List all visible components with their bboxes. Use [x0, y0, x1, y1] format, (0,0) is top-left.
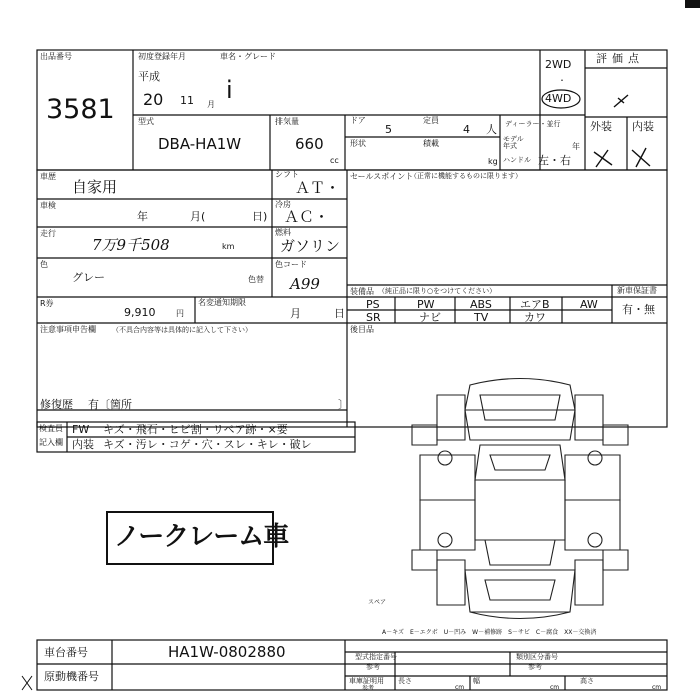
equip-leather: カワ	[524, 311, 546, 324]
drive-2wd: 2WD	[545, 58, 572, 71]
height-unit: cm	[652, 684, 662, 691]
inspection-day-unit: 日)	[252, 210, 268, 223]
mileage-label: 走行	[40, 229, 56, 238]
category-ref: 参考	[528, 663, 542, 671]
middle-block-frame	[37, 170, 667, 427]
exterior-label: 外装	[590, 120, 612, 133]
warranty-label: 新車保証書	[617, 286, 657, 295]
width-unit: cm	[550, 684, 560, 691]
repair-value: 有〔箇所	[88, 398, 132, 411]
sales-point-label: セールスポイント	[350, 172, 414, 181]
model-year-unit: 年	[572, 142, 580, 151]
model-code-value: DBA-HA1W	[158, 135, 242, 153]
dealer-label: ディーラー・並行	[505, 120, 561, 128]
equipment-note: （純正品に限り○をつけてください）	[378, 287, 497, 295]
inspection-month-unit: 月(	[190, 210, 206, 223]
equip-abs: ABS	[470, 298, 492, 311]
lot-label: 出品番号	[40, 52, 72, 61]
height-label: 高さ	[580, 677, 594, 685]
aircon-value: ＡＣ・	[284, 208, 330, 226]
category-label: 類別区分番号	[516, 653, 558, 661]
registration-month-unit: 月	[207, 100, 215, 109]
name-change-month: 月	[290, 307, 301, 320]
inspection-label: 車検	[40, 201, 56, 210]
drive-4wd: 4WD	[545, 92, 572, 105]
notes-label: 注意事項申告欄	[40, 325, 96, 334]
chassis-value: HA1W-0802880	[168, 643, 286, 661]
color-code-value: A99	[290, 275, 320, 293]
capacity-unit: 人	[486, 123, 497, 136]
equipment-label: 装備品	[350, 287, 374, 296]
length-unit: cm	[455, 684, 465, 691]
engine-label: 原動機番号	[44, 670, 99, 683]
capacity-value: 4	[463, 123, 470, 136]
color-code-label: 色コード	[275, 260, 307, 269]
equip-navi: ナビ	[419, 311, 441, 324]
damage-legend: A－キズ E－エクボ U－凹み W－補修跡 S－サビ C－腐食 XX－交換済	[382, 629, 597, 636]
capacity-label: 定員	[423, 116, 439, 125]
color-value: グレー	[72, 271, 105, 284]
checklist-int-label: 内装	[72, 438, 94, 451]
shift-label: シフト	[275, 170, 299, 179]
recycle-value: 9,910	[124, 306, 156, 319]
mileage-value: 7万9千508	[92, 236, 170, 254]
drive-dot: ・	[558, 76, 566, 85]
cross-mark	[22, 676, 32, 690]
equip-pw: PW	[417, 298, 435, 311]
handle-value: 左・右	[538, 154, 571, 167]
interior-label: 内装	[632, 120, 654, 133]
checklist-label-top: 検査員	[39, 424, 63, 433]
history-label: 車歴	[40, 172, 56, 181]
checklist-fw-label: FW	[72, 423, 90, 436]
color-label: 色	[40, 260, 48, 269]
color-change-label: 色替	[248, 275, 264, 284]
displacement-unit: cc	[330, 156, 339, 165]
registration-era: 平成	[138, 70, 160, 83]
chassis-label: 車台番号	[44, 646, 88, 659]
recycle-label: R券	[40, 299, 54, 308]
shape-label: 形状	[350, 139, 366, 148]
corner-mark	[685, 0, 700, 8]
checklist-int-items: キズ・汚レ・コゲ・穴・スレ・キレ・破レ	[103, 438, 312, 451]
history-value: 自家用	[72, 178, 118, 196]
registration-month: 11	[180, 94, 194, 107]
specified-label: 型式指定番号	[355, 653, 397, 661]
equip-sr: SR	[366, 311, 381, 324]
top-block-frame	[37, 50, 667, 170]
lot-number: 3581	[46, 94, 115, 125]
certificate-label: 車庫証明用	[349, 677, 384, 685]
specified-ref: 参考	[366, 663, 380, 671]
handle-label: ハンドル	[503, 156, 531, 164]
load-unit: kg	[488, 157, 498, 166]
checklist-fw-items: キズ・飛石・ヒビ割・リペア跡・×要	[103, 423, 288, 436]
spare-label: スペア	[368, 599, 387, 606]
no-claim-stamp: ノークレーム車	[114, 522, 289, 552]
fuel-value: ガソリン	[280, 237, 341, 255]
registration-label: 初度登録年月	[138, 52, 186, 61]
inspection-year-unit: 年	[137, 210, 148, 223]
name-change-label: 名変通知期限	[198, 298, 246, 307]
certificate-ref: 参考	[362, 685, 375, 692]
load-label: 積載	[423, 139, 439, 148]
model-name-label: 車名・グレード	[220, 52, 276, 61]
notes-sub: （不具合内容等は具体的に記入して下さい）	[112, 326, 252, 334]
checklist-label-bottom: 記入欄	[39, 438, 63, 447]
shift-value: ＡＴ・	[295, 179, 341, 197]
warranty-value: 有・無	[622, 303, 655, 316]
displacement-label: 排気量	[275, 117, 299, 126]
equip-aw: AW	[580, 298, 598, 311]
name-change-day: 日	[334, 307, 345, 320]
equip-ps: PS	[366, 298, 380, 311]
repair-close: 〕	[338, 398, 349, 411]
doors-value: 5	[385, 123, 392, 136]
after-market-label: 後目品	[350, 325, 374, 334]
car-diagram	[412, 379, 628, 619]
aircon-label: 冷房	[275, 200, 291, 209]
equip-airbag: エアB	[520, 298, 550, 311]
model-year-label: モデル 年式	[503, 135, 524, 150]
registration-year: 20	[143, 90, 164, 109]
length-label: 長さ	[398, 677, 412, 685]
fuel-label: 燃料	[275, 228, 291, 237]
mileage-unit: km	[222, 242, 235, 251]
repair-label: 修復歴	[40, 398, 73, 411]
displacement-value: 660	[295, 135, 324, 153]
sales-point-note: （正常に機能するものに限ります）	[410, 172, 522, 180]
doors-label: ドア	[350, 116, 366, 125]
model-code-label: 型式	[138, 117, 154, 126]
model-name: i	[226, 76, 233, 104]
recycle-unit: 円	[176, 309, 184, 318]
width-label: 幅	[473, 677, 480, 685]
evaluation-label: 評価点	[596, 52, 644, 65]
equip-tv: TV	[474, 311, 489, 324]
